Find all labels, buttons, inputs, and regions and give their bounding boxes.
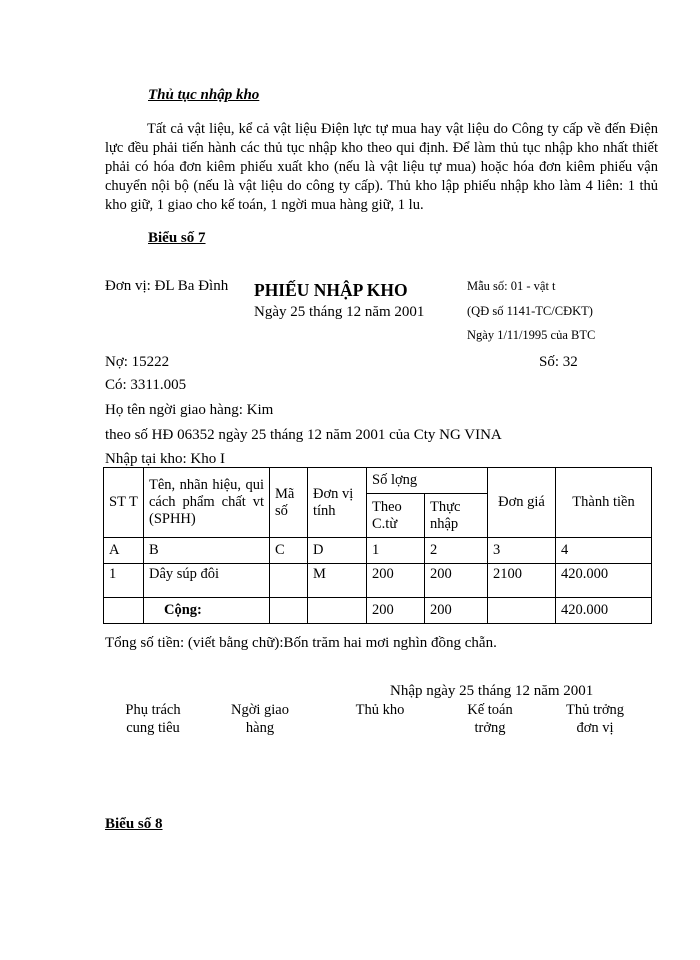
deliverer-name: Họ tên ngời giao hàng: Kim <box>105 402 274 418</box>
signature-date: Nhập ngày 25 tháng 12 năm 2001 <box>390 683 594 699</box>
signature-chief-accountant: Kế toán trởng <box>467 702 513 736</box>
total-label: Cộng: <box>144 598 270 624</box>
decision-reference: (QĐ số 1141-TC/CĐKT) <box>467 304 593 318</box>
form-8-label: Biểu số 8 <box>105 816 163 832</box>
header-unit: Đơn vị tính <box>308 468 367 538</box>
total-empty-cell <box>104 598 144 624</box>
row-unit-price: 2100 <box>488 564 556 598</box>
index-cell: B <box>144 538 270 564</box>
total-qty-document: 200 <box>367 598 425 624</box>
document-date: Ngày 25 tháng 12 năm 2001 <box>254 304 425 320</box>
total-empty-cell <box>308 598 367 624</box>
signature-supply-manager: Phụ trách cung tiêu <box>125 702 181 736</box>
row-qty-actual: 200 <box>425 564 488 598</box>
index-cell: C <box>270 538 308 564</box>
section-title: Thủ tục nhập kho <box>148 87 260 103</box>
signature-deliverer: Ngời giao hàng <box>230 702 289 736</box>
document-number: Số: 32 <box>539 354 578 370</box>
debit-account: Nợ: 15222 <box>105 354 170 370</box>
total-empty-cell <box>270 598 308 624</box>
header-unit-price: Đơn giá <box>488 468 556 538</box>
row-amount: 420.000 <box>556 564 652 598</box>
invoice-reference: theo số HĐ 06352 ngày 25 tháng 12 năm 2001 của Cty NG VINA <box>105 427 502 443</box>
index-cell: A <box>104 538 144 564</box>
row-item-name: Dây súp đôi <box>144 564 270 598</box>
warehouse-label: Nhập tại kho: Kho I <box>105 451 225 467</box>
signature-unit-head: Thủ trởng đơn vị <box>565 702 624 736</box>
form-7-label: Biểu số 7 <box>148 230 206 246</box>
index-cell: 1 <box>367 538 425 564</box>
index-cell: D <box>308 538 367 564</box>
row-unit: M <box>308 564 367 598</box>
receipt-table <box>103 467 652 624</box>
total-qty-actual: 200 <box>425 598 488 624</box>
index-row <box>104 538 652 564</box>
template-number: Mẫu số: 01 - vật t <box>467 279 556 293</box>
total-empty-cell <box>488 598 556 624</box>
row-qty-document: 200 <box>367 564 425 598</box>
row-code <box>270 564 308 598</box>
total-in-words: Tổng số tiền: (viết bằng chữ):Bốn trăm hai mơi nghìn đồng chẵn. <box>105 635 497 651</box>
total-amount: 420.000 <box>556 598 652 624</box>
document-title: PHIẾU NHẬP KHO <box>254 280 408 300</box>
decision-date: Ngày 1/11/1995 của BTC <box>467 328 596 342</box>
table-row <box>104 564 652 598</box>
header-quantity: Số lợng <box>367 468 488 494</box>
total-row <box>104 598 652 624</box>
signature-storekeeper: Thủ kho <box>355 702 405 718</box>
index-cell: 3 <box>488 538 556 564</box>
credit-account: Có: 3311.005 <box>105 377 187 393</box>
intro-paragraph: Tất cả vật liệu, kể cả vật liệu Điện lực tự mua hay vật liệu do Công ty cấp về đến Điện lực đều phải tiến hành các thủ tục nhập kho theo qui định. Để làm thủ tục nhập kho nhất thiết phải có hóa đơn kiêm phiếu xuất kho (nếu là vật liệu tự mua) hoặc hóa đơn kiêm phiếu vận chuyển nội bộ (nếu là vật liệu do công ty cấp). Thủ kho lập phiếu nhập kho làm 4 liên: 1 thủ kho giữ, 1 giao cho kế toán, 1 ngời mua hàng giữ, 1 lu. <box>105 121 658 213</box>
header-item-name: Tên, nhãn hiệu, qui cách phẩm chất vt (SPHH) <box>144 468 270 538</box>
header-amount: Thành tiền <box>556 468 652 538</box>
header-stt: ST T <box>104 468 144 538</box>
index-cell: 2 <box>425 538 488 564</box>
unit-label: Đơn vị: ĐL Ba Đình <box>105 278 229 294</box>
header-qty-document: Theo C.từ <box>367 494 425 538</box>
header-code: Mã số <box>270 468 308 538</box>
header-qty-actual: Thực nhập <box>425 494 488 538</box>
index-cell: 4 <box>556 538 652 564</box>
row-stt: 1 <box>104 564 144 598</box>
